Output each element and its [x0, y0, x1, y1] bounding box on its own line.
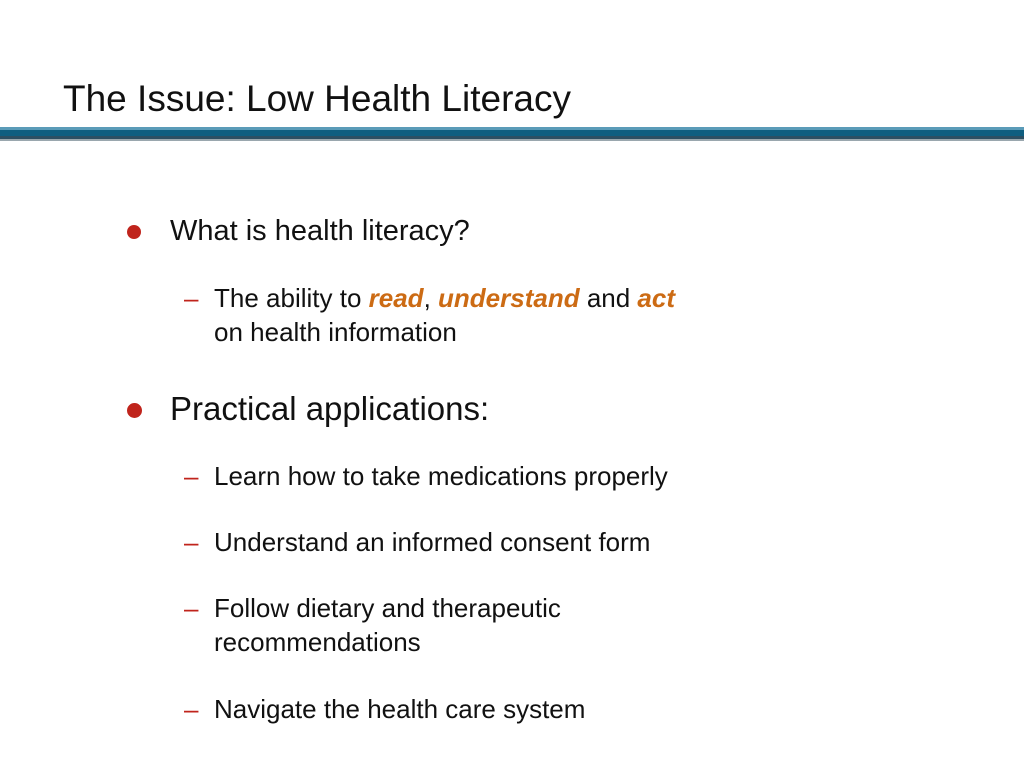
sub-item-line-2: recommendations — [214, 627, 421, 657]
bullet-dot-icon — [127, 403, 142, 418]
definition-separator-1: , — [423, 283, 439, 313]
slide-title: The Issue: Low Health Literacy — [63, 78, 571, 119]
sub-item-text — [214, 591, 561, 659]
dash-icon: – — [184, 527, 199, 557]
dash-icon: – — [184, 593, 199, 623]
title-rule — [0, 127, 1024, 141]
dash-icon: – — [184, 694, 199, 724]
definition-separator-2: and — [579, 283, 638, 313]
bullet-text: What is health literacy? — [170, 215, 470, 247]
title-rule-shadow — [0, 139, 1024, 141]
bullet-text: Practical applications: — [170, 390, 490, 427]
emphasis-read: read — [368, 283, 424, 313]
dash-icon: – — [184, 283, 199, 313]
definition-line-1 — [214, 281, 675, 315]
sub-item-line-1: Follow dietary and therapeutic — [214, 593, 561, 623]
bullet-dot-icon — [127, 225, 141, 239]
definition-prefix: The ability to — [214, 283, 369, 313]
sub-item-text: Learn how to take medications properly — [214, 461, 668, 491]
sub-item-text — [214, 281, 675, 349]
sub-item-text: Understand an informed consent form — [214, 527, 651, 557]
dash-icon: – — [184, 461, 199, 491]
emphasis-understand: understand — [438, 283, 580, 313]
sub-item-text: Navigate the health care system — [214, 694, 586, 724]
definition-line-2: on health information — [214, 317, 457, 347]
emphasis-act: act — [637, 283, 675, 313]
